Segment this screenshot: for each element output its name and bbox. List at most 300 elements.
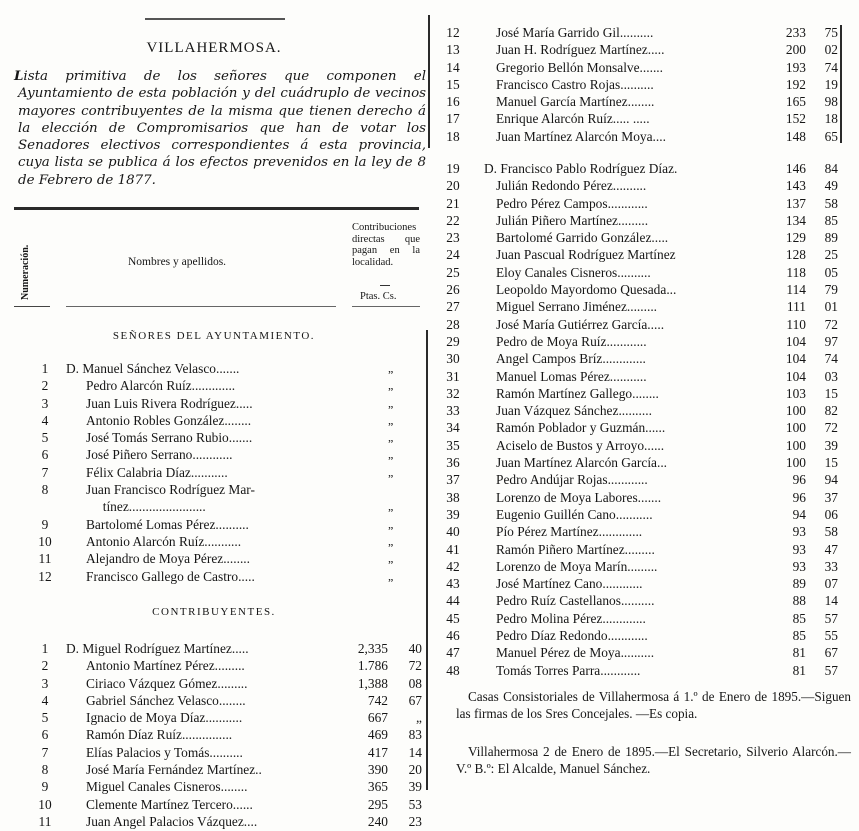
table-row	[432, 558, 859, 575]
row-pesetas: 192	[785, 76, 806, 92]
table-row	[0, 778, 428, 795]
page-title: VILLAHERMOSA.	[146, 40, 282, 56]
row-name: Antonio Robles González........	[86, 412, 252, 428]
row-centimos: 14	[408, 744, 422, 760]
row-ditto-value: „	[388, 378, 394, 393]
header-contribuciones: Contribuciones directas que pagan en la localidad.	[352, 222, 420, 268]
row-centimos: 33	[824, 558, 838, 574]
header-numeracion: Numeración.	[20, 244, 31, 300]
row-name: Clemente Martínez Tercero......	[86, 796, 253, 812]
row-pesetas: 200	[785, 42, 806, 58]
row-pesetas: 365	[367, 779, 388, 795]
row-name: Ramón Piñero Martínez.........	[496, 541, 655, 557]
row-centimos: 14	[824, 593, 838, 609]
table-row	[0, 761, 428, 778]
signature-note: Villahermosa 2 de Enero de 1895.—El Secretario, Silverio Alarcón.—V.º B.º: El Alcalde, Manuel Sánchez.	[456, 744, 851, 777]
row-pesetas: 104	[785, 333, 806, 349]
row-ditto-value: „	[388, 361, 394, 375]
row-pesetas: 143	[785, 178, 806, 194]
header-nombres: Nombres y apellidos.	[128, 256, 227, 268]
row-name: Bartolomé Garrido González.....	[496, 230, 669, 246]
row-name: Francisco Castro Rojas..........	[496, 76, 654, 92]
table-row	[432, 281, 859, 298]
row-number: 22	[446, 212, 460, 228]
row-number: 21	[446, 195, 460, 211]
table-row	[432, 506, 859, 523]
row-name: José María Garrido Gil..........	[496, 25, 654, 40]
row-number: 27	[446, 299, 460, 315]
row-name: Ciriaco Vázquez Gómez.........	[86, 675, 248, 691]
row-name: Juan Luis Rivera Rodríguez.....	[86, 395, 253, 411]
row-pesetas: 111	[786, 299, 806, 315]
row-number: 10	[38, 533, 52, 549]
row-name: Pedro Díaz Redondo............	[496, 628, 648, 644]
table-row	[432, 350, 859, 367]
row-number: 10	[38, 796, 52, 812]
row-name: Bartolomé Lomas Pérez..........	[86, 516, 249, 532]
row-centimos: 89	[824, 230, 838, 246]
row-pesetas: 104	[785, 351, 806, 367]
row-pesetas: 165	[785, 94, 806, 110]
row-ditto-value: „	[388, 533, 394, 548]
row-pesetas: 93	[792, 541, 806, 557]
table-row	[0, 464, 428, 481]
row-name: Manuel Lomas Pérez...........	[496, 368, 647, 384]
row-name: Elías Palacios y Tomás..........	[86, 744, 243, 760]
table-row	[432, 419, 859, 436]
row-pesetas: 193	[785, 59, 806, 75]
row-centimos: 15	[824, 455, 838, 471]
row-number: 46	[446, 628, 460, 644]
table-row	[0, 516, 428, 533]
row-number: 35	[446, 437, 460, 453]
row-centimos: 84	[824, 161, 838, 176]
table-row	[432, 592, 859, 609]
row-pesetas: 81	[792, 645, 806, 661]
row-ditto-value: „	[388, 430, 394, 445]
table-row	[432, 76, 859, 93]
column-divider	[426, 330, 428, 790]
row-number: 15	[446, 76, 460, 92]
row-number: 5	[41, 430, 49, 446]
table-row	[432, 489, 859, 506]
row-number: 19	[446, 161, 460, 176]
row-pesetas: 100	[785, 403, 806, 419]
row-ditto-value: „	[388, 395, 394, 410]
row-pesetas: 88	[792, 593, 806, 609]
row-centimos: 19	[824, 76, 838, 92]
row-ditto-value: „	[388, 412, 394, 427]
row-pesetas: 103	[785, 385, 806, 401]
table-row	[0, 744, 428, 761]
row-number: 12	[38, 568, 52, 584]
table-row	[0, 429, 428, 446]
row-pesetas: 148	[785, 128, 806, 144]
row-number: 32	[446, 385, 460, 401]
row-pesetas: 85	[792, 610, 806, 626]
row-name: D. Miguel Rodríguez Martínez.....	[66, 641, 249, 656]
row-centimos: 40	[408, 641, 422, 656]
row-pesetas: 295	[367, 796, 388, 812]
row-number: 28	[446, 316, 460, 332]
row-name: Gregorio Bellón Monsalve.......	[496, 59, 663, 75]
row-centimos: 65	[824, 128, 838, 144]
row-number: 45	[446, 610, 460, 626]
table-row	[0, 726, 428, 743]
row-name: José Martínez Cano............	[496, 576, 643, 592]
row-name: Julián Redondo Pérez..........	[496, 178, 647, 194]
row-number: 7	[41, 464, 49, 480]
table-row	[0, 377, 428, 394]
table-row	[0, 675, 428, 692]
top-divider	[145, 18, 285, 20]
row-number: 37	[446, 472, 460, 488]
row-number: 6	[41, 447, 49, 463]
row-number: 16	[446, 94, 460, 110]
table-row	[432, 177, 859, 194]
row-name: Juan Martínez Alarcón García...	[496, 455, 668, 471]
row-number: 39	[446, 506, 460, 522]
row-name: Pío Pérez Martínez.............	[496, 524, 643, 540]
row-pesetas: 100	[785, 437, 806, 453]
row-centimos: 55	[824, 628, 838, 644]
row-pesetas: 118	[786, 264, 806, 280]
contribuyentes-list-right	[432, 160, 859, 679]
section-title-ayuntamiento: SEÑORES DEL AYUNTAMIENTO.	[112, 330, 316, 342]
row-name: Manuel Pérez de Moya..........	[496, 645, 655, 661]
table-row	[432, 454, 859, 471]
row-centimos: 82	[824, 403, 838, 419]
row-ditto-value: „	[388, 568, 394, 583]
table-row	[0, 550, 428, 567]
table-row	[432, 437, 859, 454]
row-number: 11	[38, 551, 52, 567]
row-name: Ramón Martínez Gallego........	[496, 385, 659, 401]
row-number: 34	[446, 420, 460, 436]
table-row	[0, 446, 428, 463]
row-number: 20	[446, 178, 460, 194]
row-name: José María Fernández Martínez..	[86, 762, 262, 778]
row-number: 9	[41, 516, 49, 532]
table-row	[0, 498, 428, 515]
row-centimos: 15	[824, 385, 838, 401]
row-number: 5	[41, 710, 49, 726]
row-name: Juan H. Rodríguez Martínez.....	[496, 42, 665, 58]
row-centimos: 72	[824, 420, 838, 436]
row-ditto-value: „	[388, 464, 394, 479]
table-row	[432, 333, 859, 350]
row-pesetas: 134	[785, 212, 806, 228]
row-name: Pedro Ruíz Castellanos..........	[496, 593, 655, 609]
row-number: 1	[41, 641, 49, 656]
row-name: Juan Francisco Rodríguez Mar-	[86, 482, 255, 498]
row-number: 2	[41, 658, 49, 674]
row-centimos: 53	[408, 796, 422, 812]
table-row	[432, 541, 859, 558]
table-row	[0, 657, 428, 674]
row-name: Antonio Alarcón Ruíz...........	[86, 533, 242, 549]
row-name: Juan Martínez Alarcón Moya....	[496, 128, 666, 144]
row-pesetas: 417	[367, 744, 388, 760]
row-number: 12	[446, 25, 460, 40]
row-name: Ramón Poblador y Guzmán......	[496, 420, 666, 436]
table-row	[432, 627, 859, 644]
row-name: Pedro Pérez Campos............	[496, 195, 648, 211]
row-number: 7	[41, 744, 49, 760]
row-number: 44	[446, 593, 460, 609]
table-row	[432, 575, 859, 592]
row-centimos: 39	[824, 437, 838, 453]
row-name: Pedro Andújar Rojas............	[496, 472, 648, 488]
row-name: Juan Pascual Rodríguez Martínez	[496, 247, 676, 263]
row-name: Juan Vázquez Sánchez..........	[496, 403, 652, 419]
column-divider	[428, 15, 430, 148]
row-centimos: 49	[824, 178, 838, 194]
row-centimos: 18	[824, 111, 838, 127]
row-name: Ignacio de Moya Díaz...........	[86, 710, 243, 726]
row-centimos: 58	[824, 524, 838, 540]
header-dash	[380, 285, 390, 286]
row-pesetas: 469	[367, 727, 388, 743]
row-centimos: 06	[824, 506, 838, 522]
row-name: José Piñero Serrano............	[86, 447, 233, 463]
header-units: Ptas. Cs.	[360, 291, 397, 302]
row-number: 18	[446, 128, 460, 144]
row-centimos: 37	[824, 489, 838, 505]
table-row	[0, 481, 428, 498]
row-centimos: 74	[824, 59, 838, 75]
table-row	[0, 568, 428, 585]
table-row	[432, 195, 859, 212]
row-pesetas: 100	[785, 455, 806, 471]
row-name: Tomás Torres Parra............	[496, 662, 641, 678]
row-number: 24	[446, 247, 460, 263]
row-name: Antonio Martínez Pérez.........	[86, 658, 245, 674]
row-pesetas: 137	[785, 195, 806, 211]
row-pesetas: 110	[786, 316, 806, 332]
table-row	[432, 41, 859, 58]
row-number: 6	[41, 727, 49, 743]
row-name: Gabriel Sánchez Velasco........	[86, 692, 246, 708]
row-pesetas: 114	[786, 282, 806, 298]
row-centimos: 83	[408, 727, 422, 743]
row-name: Pedro Alarcón Ruíz.............	[86, 378, 236, 394]
row-number: 9	[41, 779, 49, 795]
ayuntamiento-list	[0, 360, 428, 585]
row-ditto-value: „	[388, 516, 394, 531]
row-number: 4	[41, 412, 49, 428]
row-number: 47	[446, 645, 460, 661]
row-name: José Tomás Serrano Rubio.......	[86, 430, 253, 446]
row-centimos: 39	[408, 779, 422, 795]
row-pesetas: 152	[785, 111, 806, 127]
row-number: 30	[446, 351, 460, 367]
row-centimos: 20	[408, 762, 422, 778]
row-name: Miguel Canales Cisneros........	[86, 779, 248, 795]
table-row	[0, 796, 428, 813]
intro-paragraph: Lista primitiva de los señores que componen el Ayuntamiento de esta población y del cuádruplo de vecinos mayores contribuyentes de la misma que tienen derecho á la elección de Compromisarios que han de votar los Senadores electivos correspondientes á esta provincia, cuya lista se publica á los efectos prevenidos en la ley de 8 de Febrero de 1877.	[14, 68, 426, 188]
row-name: D. Manuel Sánchez Velasco.......	[66, 361, 240, 376]
row-centimos: 97	[824, 333, 838, 349]
row-centimos: 72	[824, 316, 838, 332]
row-number: 14	[446, 59, 460, 75]
row-centimos: „	[416, 710, 422, 726]
row-pesetas: 742	[367, 692, 388, 708]
row-number: 25	[446, 264, 460, 280]
row-centimos: 57	[824, 662, 838, 678]
row-pesetas: 81	[792, 662, 806, 678]
section-title-contribuyentes: CONTRIBUYENTES.	[152, 606, 276, 618]
row-centimos: 05	[824, 264, 838, 280]
row-number: 26	[446, 282, 460, 298]
table-row	[432, 110, 859, 127]
contribuyentes-list-right-top	[432, 24, 859, 145]
row-number: 3	[41, 675, 49, 691]
row-name: Juan Angel Palacios Vázquez....	[86, 813, 258, 829]
row-number: 3	[41, 395, 49, 411]
row-pesetas: 129	[785, 230, 806, 246]
table-row	[432, 644, 859, 661]
row-centimos: 67	[408, 692, 422, 708]
row-pesetas: 667	[367, 710, 388, 726]
row-number: 36	[446, 455, 460, 471]
row-name: Angel Campos Bríz.............	[496, 351, 646, 367]
closing-note: Casas Consistoriales de Villahermosa á 1.º de Enero de 1895.—Siguen las firmas de los Sres Concejales. —Es copia.	[456, 689, 851, 722]
row-number: 42	[446, 558, 460, 574]
row-number: 17	[446, 111, 460, 127]
table-row	[432, 385, 859, 402]
row-number: 43	[446, 576, 460, 592]
row-pesetas: 128	[785, 247, 806, 263]
row-number: 29	[446, 333, 460, 349]
row-pesetas: 146	[785, 161, 806, 176]
row-centimos: 75	[824, 25, 838, 40]
row-ditto-value: „	[388, 499, 394, 514]
table-row	[0, 533, 428, 550]
row-pesetas: 100	[785, 420, 806, 436]
row-ditto-value: „	[388, 551, 394, 566]
row-centimos: 85	[824, 212, 838, 228]
row-centimos: 02	[824, 42, 838, 58]
header-bottom-rule	[66, 306, 336, 307]
row-pesetas: 93	[792, 524, 806, 540]
table-row	[432, 229, 859, 246]
row-name: Alejandro de Moya Pérez........	[86, 551, 250, 567]
row-number: 23	[446, 230, 460, 246]
row-centimos: 98	[824, 94, 838, 110]
row-pesetas: 1.786	[357, 658, 388, 674]
table-row	[432, 24, 859, 41]
row-centimos: 67	[824, 645, 838, 661]
row-centimos: 01	[824, 299, 838, 315]
header-bottom-rule	[352, 306, 420, 307]
contribuyentes-list-left	[0, 640, 428, 830]
row-ditto-value: „	[388, 447, 394, 462]
row-name: Félix Calabria Díaz...........	[86, 464, 228, 480]
row-centimos: 25	[824, 247, 838, 263]
table-row	[432, 662, 859, 679]
row-number: 8	[41, 482, 49, 498]
row-centimos: 23	[408, 813, 422, 829]
row-name: Lorenzo de Moya Labores.......	[496, 489, 662, 505]
table-row	[0, 640, 428, 657]
table-row	[432, 298, 859, 315]
row-name: Julián Piñero Martínez.........	[496, 212, 649, 228]
row-number: 48	[446, 662, 460, 678]
row-centimos: 72	[408, 658, 422, 674]
row-name: Miguel Serrano Jiménez.........	[496, 299, 658, 315]
row-name: Lorenzo de Moya Marín.........	[496, 558, 658, 574]
row-centimos: 74	[824, 351, 838, 367]
row-centimos: 07	[824, 576, 838, 592]
table-row	[432, 402, 859, 419]
table-row	[0, 813, 428, 830]
row-name: Leopoldo Mayordomo Quesada...	[496, 282, 677, 298]
row-number: 11	[38, 813, 52, 829]
table-row	[432, 316, 859, 333]
row-name: Pedro de Moya Ruíz............	[496, 333, 647, 349]
table-row	[432, 471, 859, 488]
row-name: José María Gutiérrez García.....	[496, 316, 665, 332]
row-name: Francisco Gallego de Castro.....	[86, 568, 255, 584]
table-row	[432, 523, 859, 540]
row-name: tínez.......................	[86, 499, 206, 515]
table-row	[432, 59, 859, 76]
row-pesetas: 104	[785, 368, 806, 384]
row-pesetas: 1,388	[357, 675, 388, 691]
row-number: 1	[41, 361, 49, 376]
row-centimos: 57	[824, 610, 838, 626]
row-centimos: 03	[824, 368, 838, 384]
table-row	[0, 360, 428, 377]
row-number: 31	[446, 368, 460, 384]
table-row	[432, 128, 859, 145]
row-pesetas: 89	[792, 576, 806, 592]
table-row	[432, 212, 859, 229]
row-number: 2	[41, 378, 49, 394]
row-name: Eloy Canales Cisneros..........	[496, 264, 651, 280]
row-pesetas: 85	[792, 628, 806, 644]
header-bottom-rule	[14, 306, 50, 307]
row-number: 41	[446, 541, 460, 557]
row-name: Ramón Díaz Ruíz...............	[86, 727, 233, 743]
row-pesetas: 390	[367, 762, 388, 778]
row-name: Manuel García Martínez........	[496, 94, 655, 110]
table-row	[432, 93, 859, 110]
row-pesetas: 96	[792, 489, 806, 505]
table-row	[432, 610, 859, 627]
row-pesetas: 96	[792, 472, 806, 488]
row-name: Pedro Molina Pérez.............	[496, 610, 646, 626]
table-row	[432, 246, 859, 263]
row-pesetas: 233	[785, 25, 806, 40]
row-number: 8	[41, 762, 49, 778]
row-number: 4	[41, 692, 49, 708]
row-name: Aciselo de Bustos y Arroyo......	[496, 437, 665, 453]
table-header-top-rule	[14, 207, 419, 210]
row-name: Eugenio Guillén Cano...........	[496, 506, 653, 522]
row-centimos: 47	[824, 541, 838, 557]
row-number: 33	[446, 403, 460, 419]
table-row	[432, 264, 859, 281]
table-row	[0, 395, 428, 412]
table-row	[432, 368, 859, 385]
row-centimos: 58	[824, 195, 838, 211]
row-name: Enrique Alarcón Ruíz..... .....	[496, 111, 650, 127]
row-name: D. Francisco Pablo Rodríguez Díaz.	[484, 161, 678, 176]
table-row	[432, 160, 859, 177]
row-number: 38	[446, 489, 460, 505]
